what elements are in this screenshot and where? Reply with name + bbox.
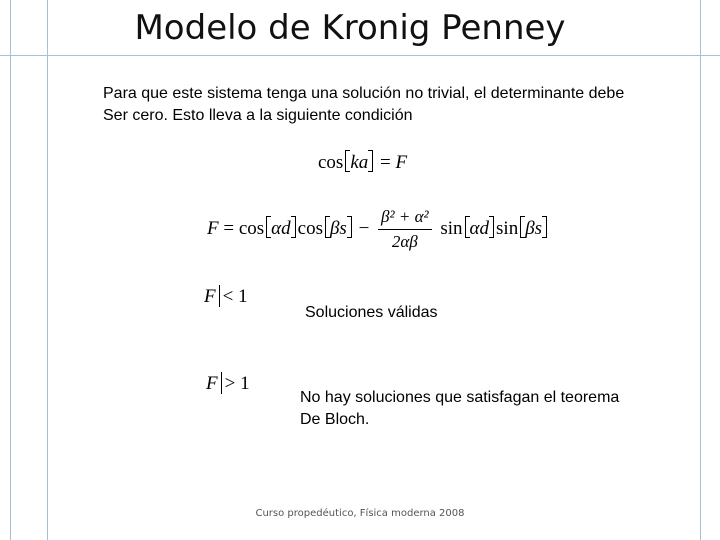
eq2-minus: − bbox=[358, 217, 370, 239]
intro-paragraph bbox=[103, 83, 703, 127]
eq1-equals: = bbox=[380, 152, 391, 173]
no-solutions-label bbox=[300, 387, 619, 431]
slide-title: Modelo de Kronig Penney bbox=[134, 8, 566, 48]
cond2-rel: > 1 bbox=[224, 373, 250, 394]
eq2-cos2: cos bbox=[297, 217, 323, 239]
eq2-arg2: βs bbox=[329, 217, 347, 239]
eq2-lhs: F bbox=[207, 217, 219, 239]
equation-kronig-penney bbox=[207, 207, 549, 252]
eq2-numerator: β² + α² bbox=[378, 207, 432, 230]
eq2-arg1: αd bbox=[271, 217, 291, 239]
equation-cos-ka bbox=[318, 150, 407, 174]
eq2-fraction bbox=[378, 207, 432, 252]
valid-solutions-label: Soluciones válidas bbox=[305, 304, 438, 321]
eq2-arg3: αd bbox=[469, 217, 490, 239]
eq2-cos1: cos bbox=[238, 217, 265, 239]
eq1-arg: ka bbox=[350, 152, 369, 173]
eq1-func: cos bbox=[318, 152, 344, 173]
left-guide-line-2 bbox=[47, 0, 48, 540]
no-solutions-line-1: No hay soluciones que satisfagan el teorema bbox=[300, 389, 620, 406]
eq2-sin1: sin bbox=[440, 217, 463, 239]
condition-greater-than-one bbox=[206, 372, 250, 395]
paragraph-line-1: Para que este sistema tenga una solución no trivial, el determinante debe bbox=[103, 85, 625, 102]
eq2-sin2: sin bbox=[496, 217, 519, 239]
eq2-arg4: βs bbox=[525, 217, 543, 239]
paragraph-line-2: Ser cero. Esto lleva a la siguiente condición bbox=[103, 107, 413, 124]
cond2-var: F bbox=[206, 373, 218, 394]
eq2-equals: = bbox=[223, 217, 235, 239]
eq1-rhs: F bbox=[395, 152, 408, 173]
condition-less-than-one bbox=[204, 285, 248, 308]
left-guide-line bbox=[10, 0, 11, 540]
eq2-denominator: 2αβ bbox=[391, 232, 418, 251]
right-guide-line bbox=[700, 0, 701, 540]
cond1-var: F bbox=[204, 286, 216, 307]
footer-text: Curso propedéutico, Física moderna 2008 bbox=[255, 508, 465, 519]
title-separator bbox=[0, 55, 720, 56]
cond1-rel: < 1 bbox=[222, 286, 248, 307]
no-solutions-line-2: De Bloch. bbox=[300, 411, 370, 428]
